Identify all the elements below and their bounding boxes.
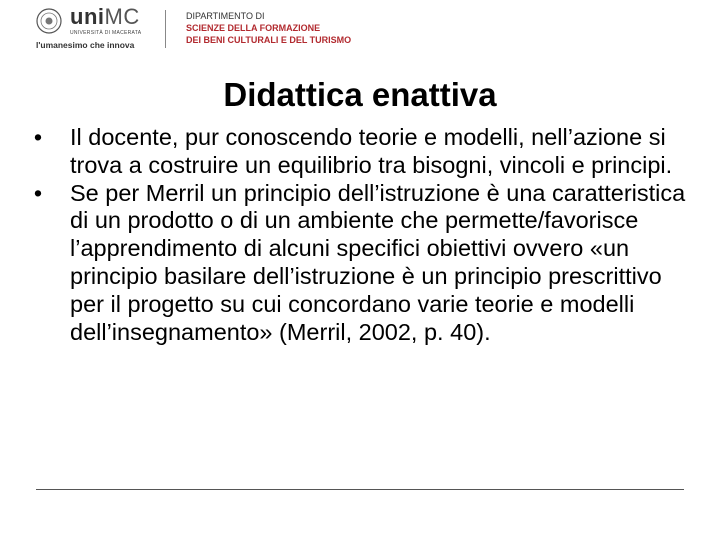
bullet-list bbox=[28, 124, 698, 346]
logo-subtitle: UNIVERSITÀ DI MACERATA bbox=[70, 30, 142, 36]
department-name bbox=[186, 10, 351, 46]
bullet-item bbox=[28, 124, 698, 180]
dept-line-2: SCIENZE DELLA FORMAZIONE bbox=[186, 23, 321, 33]
bullet-text: Il docente, pur conoscendo teorie e modelli, nell’azione si trova a costruire un equilibrio tra bisogni, vincoli e principi. bbox=[70, 124, 673, 178]
bullet-icon: • bbox=[33, 124, 43, 150]
dept-line-3: DEI BENI CULTURALI E DEL TURISMO bbox=[186, 35, 352, 45]
bullet-item bbox=[28, 180, 698, 347]
footer-rule bbox=[36, 489, 684, 490]
header-divider bbox=[165, 10, 166, 48]
university-logo bbox=[70, 4, 140, 30]
bullet-icon: • bbox=[33, 179, 43, 206]
tagline: l'umanesimo che innova bbox=[36, 40, 135, 50]
slide-title: Didattica enattiva bbox=[223, 76, 497, 113]
university-seal-icon bbox=[36, 8, 62, 34]
bullet-text: Se per Merril un principio dell’istruzione è una caratteristica di un prodotto o di un ambiente che permette/favorisce l’apprendimento di alcuni specifici obiettivi ovvero «un principio basilare dell’istruzione è un principio prescrittivo per il progetto su cui concordano varie teorie e modelli dell’insegnamento» (Merril, 2002, p. 40). bbox=[70, 179, 686, 345]
header bbox=[0, 0, 720, 60]
logo-suffix: MC bbox=[104, 4, 140, 29]
dept-line-1: DIPARTIMENTO DI bbox=[186, 11, 265, 21]
logo-main: uni bbox=[70, 4, 105, 29]
